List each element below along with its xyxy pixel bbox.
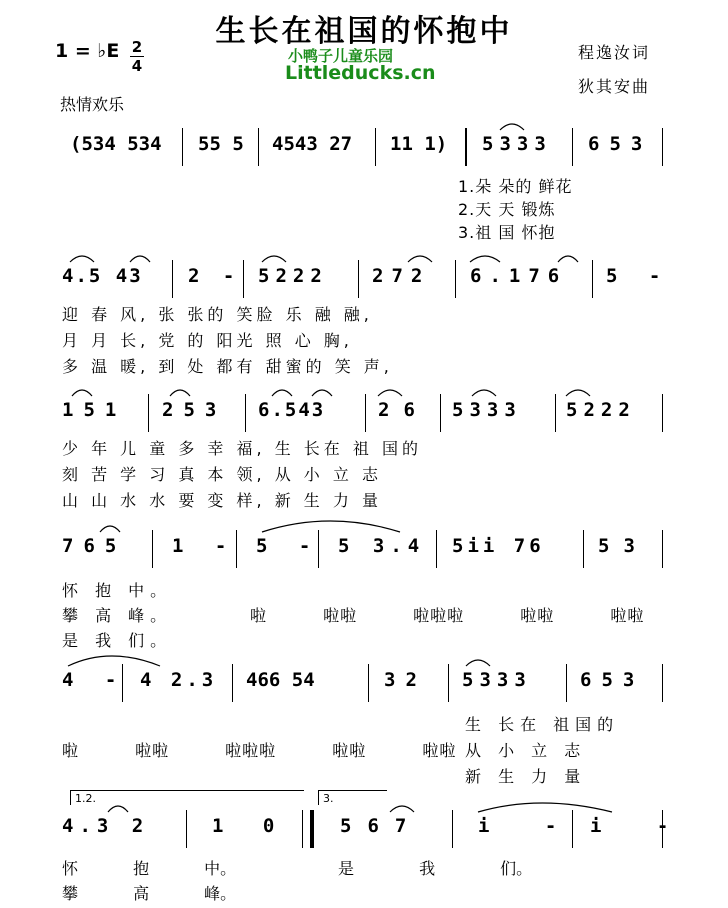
verse-1-line-4: 怀 抱 中。 bbox=[62, 581, 173, 600]
measure: 151 bbox=[62, 399, 127, 421]
verse-2-line-4: 攀 高 峰。 bbox=[62, 606, 173, 625]
measure: 4.3 2 bbox=[62, 815, 150, 837]
measure: 466 54 bbox=[246, 669, 315, 691]
measure: i - bbox=[590, 815, 691, 837]
measure: 765 bbox=[62, 535, 127, 557]
verse-3-line-3: 山 山 水 水 要 变 样, 新 生 力 量 bbox=[62, 491, 382, 510]
measure: 6.176 bbox=[470, 265, 568, 287]
la-line-4: 啦 啦啦 啦啦啦 啦啦 啦啦 bbox=[250, 606, 645, 625]
measure: 272 bbox=[372, 265, 431, 287]
meter-bottom: 4 bbox=[131, 57, 143, 75]
measure: 5222 bbox=[258, 265, 328, 287]
measure: 26 bbox=[378, 399, 429, 421]
measure: 53 bbox=[598, 535, 649, 557]
key-signature: 1 = ♭E bbox=[55, 40, 120, 62]
watermark-url: Littleducks.cn bbox=[285, 62, 436, 84]
measure: 4543 27 bbox=[272, 133, 353, 155]
measure: 5222 bbox=[566, 399, 636, 421]
meter-top: 2 bbox=[131, 38, 143, 56]
measure: 5 - bbox=[256, 535, 321, 557]
verse-2-line-3: 刻 苦 学 习 真 本 领, 从 小 立 志 bbox=[62, 465, 382, 484]
measure: 1 - bbox=[172, 535, 237, 557]
measure: 11 1) bbox=[390, 133, 448, 155]
song-title: 生长在祖国的怀抱中 bbox=[215, 14, 513, 49]
composer: 狄其安曲 bbox=[578, 77, 651, 96]
measure: 253 bbox=[162, 399, 227, 421]
verse-1-line-6: 怀 抱 中。 bbox=[62, 859, 237, 878]
verse-3-line-5: 新 生 力 量 bbox=[465, 767, 587, 786]
measure: 55 5 bbox=[198, 133, 244, 155]
measure: 567 bbox=[340, 815, 423, 837]
first-ending-bracket: 1.2. bbox=[70, 790, 304, 805]
verse-1-line-3: 少 年 儿 童 多 幸 福, 生 长在 祖 国的 bbox=[62, 439, 422, 458]
measure: 6.543 bbox=[258, 399, 326, 421]
measure: 4 - bbox=[62, 669, 127, 691]
measure: 4.5 43 bbox=[62, 265, 143, 287]
measure: 653 bbox=[580, 669, 645, 691]
measure: 653 bbox=[588, 133, 653, 155]
verse-3-line-4: 是 我 们。 bbox=[62, 631, 173, 650]
verse-1-line-1: 1.朵 朵的 鲜花 bbox=[458, 177, 573, 196]
measure: 2 - bbox=[188, 265, 241, 287]
measure: 5 - bbox=[606, 265, 671, 287]
lyricist: 程逸汝词 bbox=[578, 43, 651, 62]
third-ending-bracket: 3. bbox=[318, 790, 387, 805]
verse-2-line-2: 月 月 长, 党 的 阳光 照 心 胸, bbox=[62, 331, 353, 350]
tempo-marking: 热情欢乐 bbox=[60, 95, 125, 114]
verse-2-line-5: 从 小 立 志 bbox=[465, 741, 587, 760]
verse-2-line-6: 攀 高 峰。 bbox=[62, 884, 237, 903]
verse-2-line-1: 2.天 天 锻炼 bbox=[458, 200, 556, 219]
measure: 5333 bbox=[482, 133, 552, 155]
measure: 4 2.3 bbox=[140, 669, 218, 691]
verse-3-line-2: 多 温 暖, 到 处 都有 甜蜜的 笑 声, bbox=[62, 357, 393, 376]
measure: 5 3.4 bbox=[338, 535, 426, 557]
measure: i - bbox=[478, 815, 579, 837]
measure: 1 0 bbox=[212, 815, 289, 837]
measure: 5333 bbox=[462, 669, 532, 691]
la-line-5: 啦 啦啦 啦啦啦 啦啦 啦啦 bbox=[62, 741, 457, 760]
verse-end-line-6: 是 我 们。 bbox=[338, 859, 533, 878]
verse-3-line-1: 3.祖 国 怀抱 bbox=[458, 223, 556, 242]
measure: 5333 bbox=[452, 399, 522, 421]
watermark-cn: 小鸭子儿童乐园 bbox=[288, 47, 394, 65]
measure: 32 bbox=[384, 669, 427, 691]
measure: 5ii 76 bbox=[452, 535, 545, 557]
measure: (534 534 bbox=[70, 133, 162, 155]
verse-1-line-2: 迎 春 风, 张 张的 笑脸 乐 融 融, bbox=[62, 305, 373, 324]
verse-1-line-5: 生 长在 祖国的 bbox=[465, 715, 620, 734]
